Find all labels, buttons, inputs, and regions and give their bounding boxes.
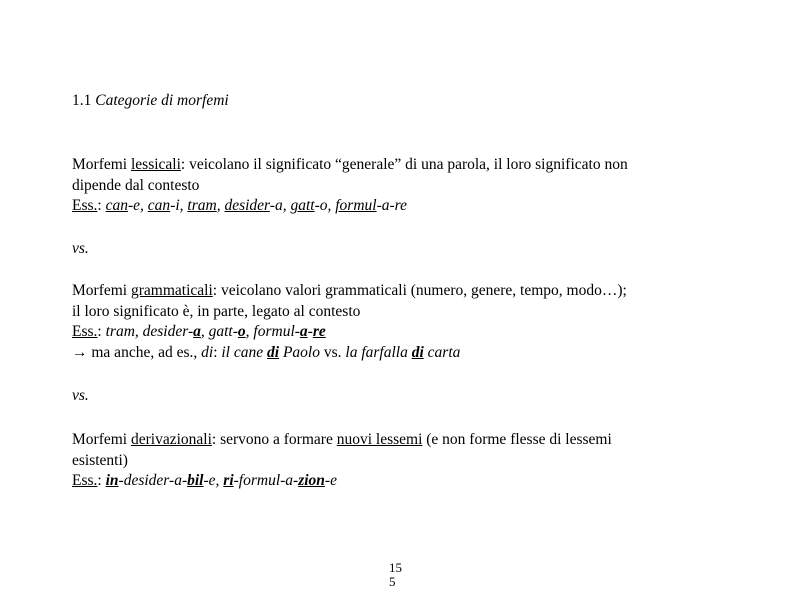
derivazionali-mid: : servono a formare <box>211 431 337 448</box>
grammaticali-arrow-line <box>72 343 752 364</box>
ess-colon: : <box>97 323 102 340</box>
derivazionali-term: derivazionali <box>130 431 212 448</box>
text-segment: di <box>201 343 214 361</box>
derivazionali-line-2: esistenti) <box>72 451 128 469</box>
example-list <box>106 323 326 340</box>
ess-label: Ess. <box>72 323 98 340</box>
text-segment: -e <box>324 472 337 489</box>
lessicali-lead: Morfemi <box>72 156 131 173</box>
derivazionali-term2: nuovi lessemi <box>336 431 423 448</box>
text-segment: gatt <box>290 197 315 214</box>
text-segment: tram <box>187 197 217 214</box>
ess-colon: : <box>97 472 102 489</box>
text-segment: -e, <box>203 472 224 489</box>
vs-separator-2: vs. <box>72 387 89 404</box>
text-segment: tram, desider- <box>105 323 194 340</box>
page-number-line-1: 15 <box>389 560 402 575</box>
text-segment: vs. <box>323 343 346 361</box>
text-segment: can <box>105 197 128 214</box>
lessicali-line-1 <box>72 155 752 176</box>
grammaticali-line-1 <box>72 281 752 302</box>
derivazionali-examples <box>72 471 752 492</box>
text-segment: di <box>411 343 424 361</box>
lessicali-paragraph <box>72 155 752 217</box>
text-segment: carta <box>423 343 461 361</box>
lessicali-examples <box>72 196 752 217</box>
text-segment: → ma anche, ad es., <box>72 343 202 361</box>
derivazionali-lead: Morfemi <box>72 431 131 448</box>
text-segment: in <box>105 472 119 489</box>
ess-label: Ess. <box>72 197 98 214</box>
text-segment: zion <box>298 472 325 489</box>
lessicali-line1-rest: : veicolano il significato “generale” di una parola, il loro significato non <box>180 156 628 173</box>
text-segment: can <box>147 197 171 214</box>
text-segment: -i, <box>170 197 188 214</box>
section-number: 1.1 <box>72 92 92 109</box>
text-segment: -e, <box>128 197 148 214</box>
text-segment: -a-re <box>376 197 408 214</box>
text-segment: di <box>267 343 280 361</box>
text-segment: o <box>237 323 246 340</box>
derivazionali-paragraph <box>72 430 752 492</box>
text-segment: , gatt- <box>200 323 238 340</box>
text-segment: re <box>312 323 326 340</box>
grammaticali-examples <box>72 322 752 343</box>
derivazionali-line1-rest: (e non forme flesse di lessemi <box>422 431 612 448</box>
example-list <box>106 472 337 489</box>
text-segment: bil <box>187 472 204 489</box>
lessicali-term: lessicali <box>130 156 181 173</box>
grammaticali-line1-rest: : veicolano valori grammaticali (numero, genere, tempo, modo…); <box>212 282 627 299</box>
text-segment: -desider-a- <box>118 472 188 489</box>
section-title: Categorie di morfemi <box>95 92 229 109</box>
text-segment: - <box>307 323 313 340</box>
vs-separator-1: vs. <box>72 240 89 257</box>
text-segment: desider <box>224 197 270 214</box>
section-heading <box>72 91 752 111</box>
text-segment: -formul-a- <box>233 472 299 489</box>
grammaticali-lead: Morfemi <box>72 282 131 299</box>
text-segment: Paolo <box>279 343 324 361</box>
text-segment: formul <box>335 197 377 214</box>
text-segment: , <box>216 197 225 214</box>
text-segment: -o, <box>314 197 336 214</box>
text-segment: -a, <box>269 197 291 214</box>
page-number <box>389 561 402 589</box>
text-segment: il cane <box>221 343 267 361</box>
text-segment: : <box>213 343 222 361</box>
grammaticali-term: grammaticali <box>130 282 213 299</box>
grammaticali-paragraph <box>72 281 752 363</box>
text-segment: a <box>299 323 308 340</box>
ess-colon: : <box>97 197 102 214</box>
text-segment: la farfalla <box>345 343 412 361</box>
text-segment: ri <box>223 472 234 489</box>
lessicali-line-2: dipende dal contesto <box>72 176 200 194</box>
text-segment: a <box>193 323 201 340</box>
text-segment: , formul- <box>245 323 300 340</box>
ess-label: Ess. <box>72 472 98 489</box>
derivazionali-line-1 <box>72 430 752 451</box>
page-number-line-2: 5 <box>389 574 396 589</box>
example-list <box>106 197 407 214</box>
grammaticali-line-2: il loro significato è, in parte, legato al contesto <box>72 302 361 320</box>
